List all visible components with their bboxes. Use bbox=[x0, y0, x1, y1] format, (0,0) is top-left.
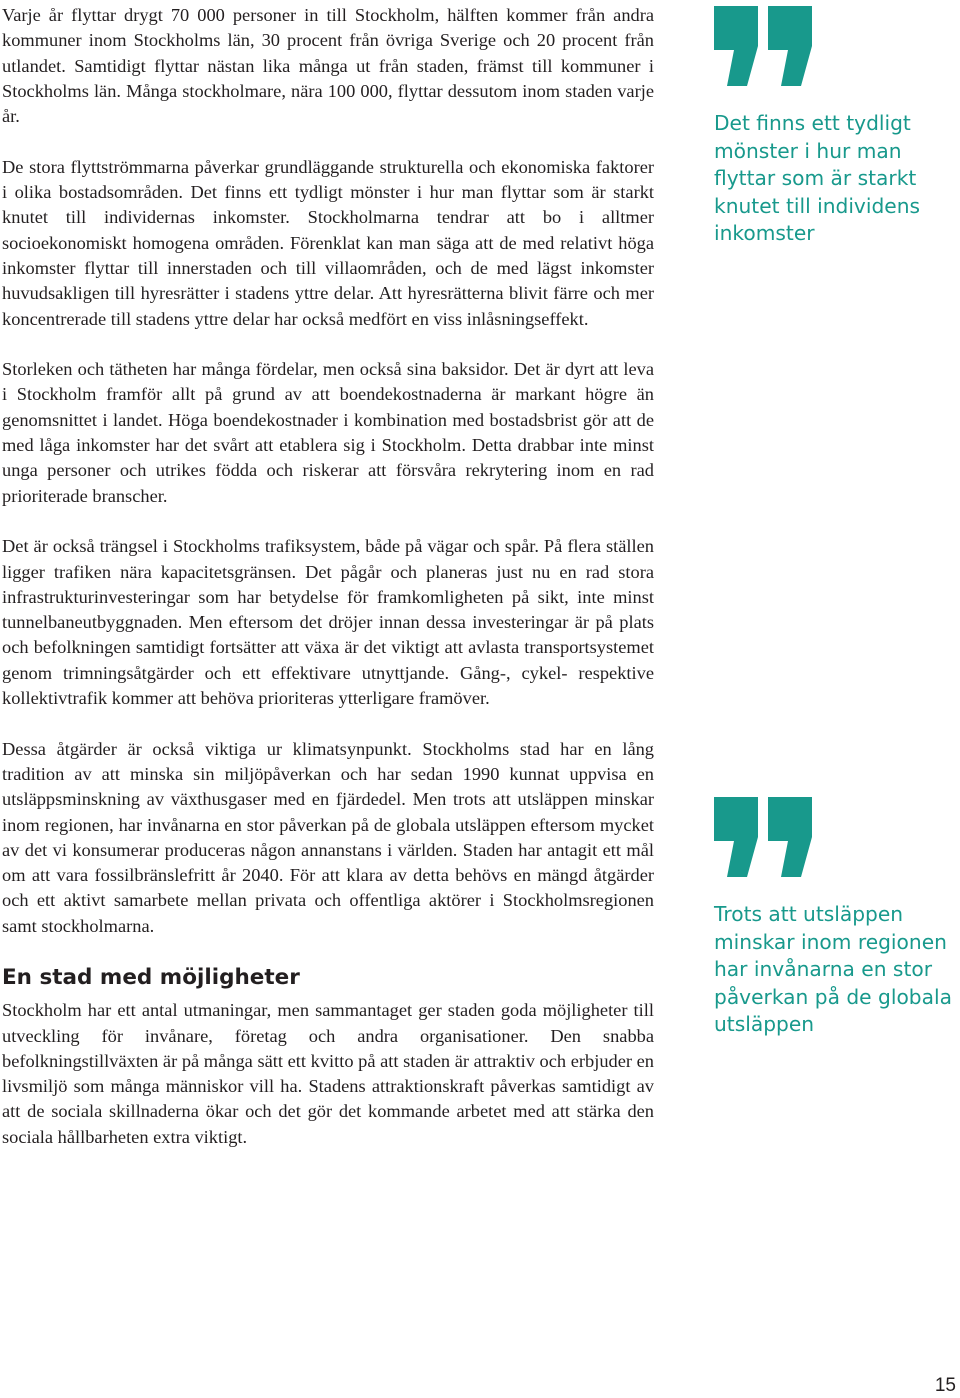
body-paragraph: De stora flyttströmmarna påverkar grundläggande strukturella och ekonomiska faktorer i olika bostadsområden. Det finns ett tydligt mönster i hur man flyttar som är starkt knutet till individernas inkomster. Stockholmarna tendrar att bo i alltmer socioekonomiskt homogena områden. Förenklat kan man säga att de med relativt höga inkomster flyttar till innerstaden och till villaområden, och de med lägst inkomster huvudsakligen till hyresrätter i stadens yttre delar. Att hyresrätterna blivit färre och mer koncentrerade till stadens yttre delar har också medfört en viss inlåsningseffekt. bbox=[2, 156, 654, 329]
main-text-column bbox=[2, 3, 654, 1175]
section-paragraph: Stockholm har ett antal utmaningar, men sammantaget ger staden goda möjligheter till utveckling för invånare, företag och andra organisationer. Den snabba befolkningstillväxten är på många sätt ett kvitto på att staden är attraktiv och erbjuder en livsmiljö som många människor vill ha. Stadens attraktionskraft påverkas samtidigt av att de sociala skillnaderna ökar och det gör det kommande arbetet med att stärka den sociala hållbarheten extra viktigt. bbox=[2, 1000, 654, 1147]
body-paragraph: Varje år flyttar drygt 70 000 personer in till Stockholm, hälften kommer från andra kommuner inom Stockholms län, 30 procent från övriga Sverige och 20 procent från utlandet. Samtidigt flyttar nästan lika många ut från staden, främst till kommuner i Stockholms län. Många stockholmare, nära 100 000, flyttar dessutom inom staden varje år. bbox=[2, 5, 654, 127]
body-paragraph: Dessa åtgärder är också viktiga ur klimatsynpunkt. Stockholms stad har en lång tradition av att minska sin miljöpåverkan och har sedan 1990 kunnat uppvisa en utsläppsminskning av växthusgaser med en fjärdedel. Men trots att utsläppen minskar inom regionen, har invånarna en stor påverkan på de globala utsläppen eftersom mycket av det vi konsumerar produceras någon annanstans i världen. Staden har antagit ett mål om att vara fossilbränslefritt år 2040. För att klara av detta behövs en mängd åtgärder och ett aktivt samarbete mellan privata och offentliga aktörer i Stockholmsregionen samt stockholmarna. bbox=[2, 738, 654, 936]
section-heading: En stad med möjligheter bbox=[2, 965, 300, 991]
quotation-mark-icon bbox=[714, 6, 814, 86]
pullquote-text: Trots att utsläppen minskar inom regionen har invånarna en stor påverkan på de globala utsläppen bbox=[714, 902, 952, 1037]
page-number: 15 bbox=[934, 1375, 956, 1396]
pullquote-text: Det finns ett tydligt mönster i hur man flyttar som är starkt knutet till individens inkomster bbox=[714, 111, 921, 246]
body-paragraph: Storleken och tätheten har många fördelar, men också sina baksidor. Det är dyrt att leva i Stockholm framför allt på grund av att boendekostnaderna är markant högre än genomsnittet i landet. Höga boendekostnader i kombination med bostadsbrist gör att de med låga inkomster har det svårt att etablera sig i Stockholm. Detta drabbar inte minst unga personer och utrikes födda och riskerar att försvåra rekrytering inom en rad prioriterade branscher. bbox=[2, 359, 654, 506]
quotation-mark-icon bbox=[714, 797, 814, 877]
pullquote bbox=[714, 6, 954, 248]
body-paragraph: Det är också trängsel i Stockholms trafiksystem, både på vägar och spår. På flera ställen ligger trafiken nära kapacitetsgränsen. Det pågår och planeras just nu en rad stora infrastrukturinvesteringar som har betydelse för framkomligheten på sikt, inte minst tunnelbaneutbyggnaden. Men eftersom det dröjer innan dessa investeringar är på plats och befolkningen samtidigt fortsätter att växa är det viktigt att avlasta transportsystemet genom trimningsåtgärder och ett effektivare utnyttjande. Gång-, cykel- respektive kollektivtrafik kommer att behöva prioriteras ytterligare framöver. bbox=[2, 536, 654, 709]
pullquote bbox=[714, 797, 954, 1039]
